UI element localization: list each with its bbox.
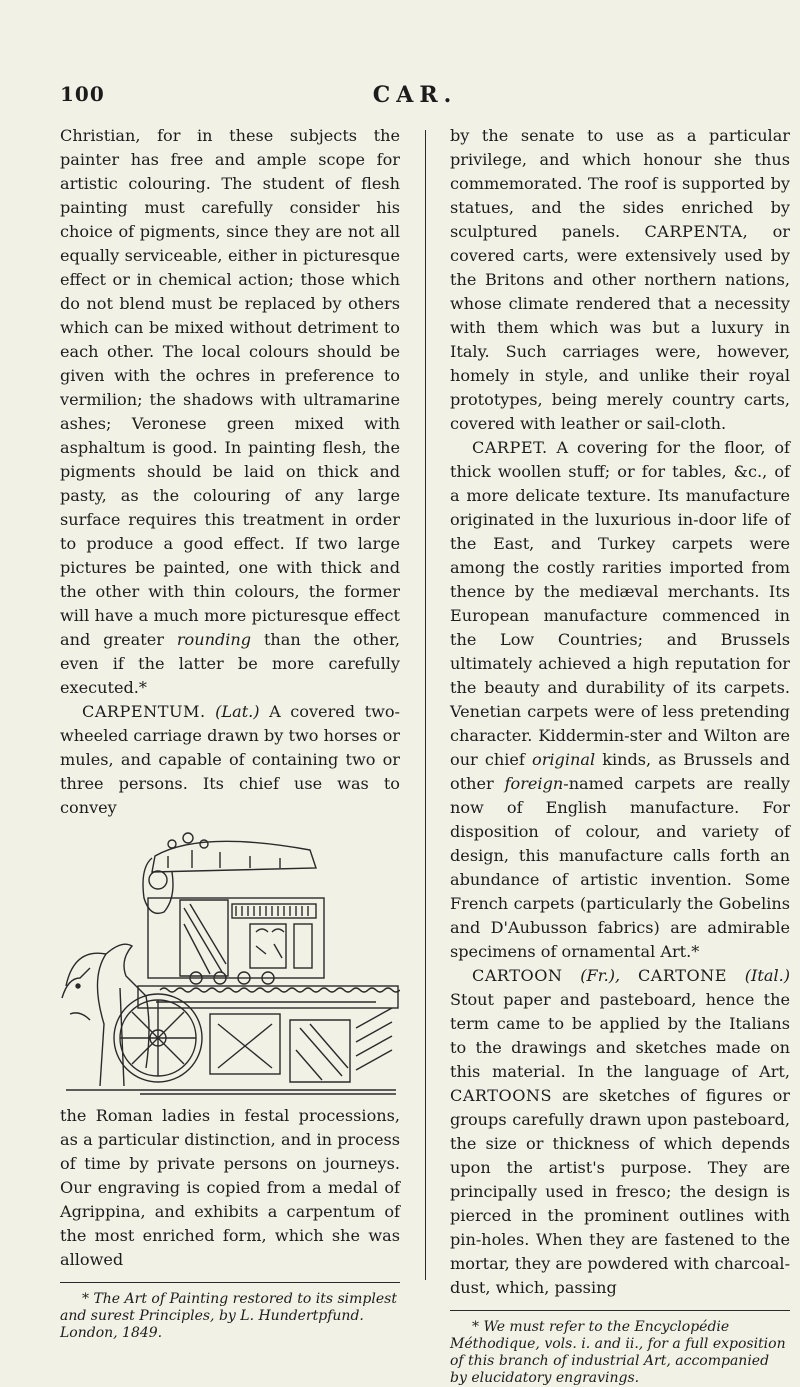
running-head: CAR. xyxy=(372,82,458,108)
left-column xyxy=(60,124,400,1342)
footnote-rule xyxy=(60,1282,400,1283)
entry-heading-cartone: CARTONE xyxy=(637,966,727,985)
page-header xyxy=(60,82,770,112)
footnote-rule xyxy=(450,1310,790,1311)
carpentum-engraving xyxy=(60,828,400,1098)
right-column xyxy=(450,124,790,1387)
footnote-left: * The Art of Painting restored to its simplest and surest Principles, by L. Hundertpfund. London, 1849. xyxy=(60,1291,397,1341)
page-number: 100 xyxy=(60,82,105,106)
entry-carpet: CARPET. A covering for the floor, of thick woollen stuff; or for tables, &c., of a more delicate texture. Its manufacture originated in the luxurious in-door life of the East, and Turkey carpets were among the costly rarities imported from thence by the mediæval merchants. Its European manufacture commenced in the Low Countries; and Brussels ultimately achieved a high reputation for the beauty and durability of its carpets. Venetian carpets were of less pretending character. Kiddermin-ster and Wilton are our chief original kinds, as Brussels and other foreign-named carpets are really now of English manufacture. For disposition of colour, and variety of design, this manufacture calls forth an abundance of artistic invention. Some French carpets (particularly the Gobelins and D'Aubusson fabrics) are admirable specimens of ornamental Art.* xyxy=(450,438,790,961)
entry-cartoon: CARTOON (Fr.), CARTONE (Ital.) Stout paper and pasteboard, hence the term came to be applied by the Italians to the drawings and sketches made on this material. In the language of Art, CARTOONS are sketches of figures or groups carefully drawn upon pasteboard, the size or thickness of which depends upon the artist's purpose. They are principally used in fresco; the design is pierced in the prominent outlines with pin-holes. When they are fastened to the mortar, they are powdered with charcoal-dust, which, passing xyxy=(450,966,791,1297)
paragraph-flesh-painting: Christian, for in these subjects the painter has free and ample scope for artistic colouring. The student of flesh painting must carefully consider his choice of pigments, since they are not all equally serviceable, either in picturesque effect or in chemical action; those which do not blend must be replaced by others which can be mixed without detriment to each other. The local colours should be given with the ochres in preference to vermilion; the shadows with ultramarine ashes; Veronese green mixed with asphaltum is good. In painting flesh, the pigments should be laid on thick and pasty, as the colouring of any large surface requires this treatment in order to produce a good effect. If two large pictures be painted, one with thick and the other with thin colours, the former will have a much more picturesque effect and greater rounding than the other, even if the latter be more carefully executed.* xyxy=(60,126,400,697)
entry-heading-carpenta: CARPENTA, xyxy=(644,222,749,241)
entry-heading-carpentum: CARPENTUM. xyxy=(82,702,206,721)
footnote-right: * We must refer to the Encyclopédie Méthodique, vols. i. and ii., for a full exposition of this branch of industrial Art, accompanied by elucidatory engravings. xyxy=(450,1319,786,1386)
entry-carpentum: CARPENTUM. (Lat.) A covered two-wheeled carriage drawn by two horses or mules, and capable of containing two or three persons. Its chief use was to convey xyxy=(60,702,400,817)
paragraph-carpentum-privilege: by the senate to use as a particular privilege, and which honour she thus commemorated. The roof is supported by statues, and the sides enriched by sculptured panels. CARPENTA, or covered carts, were extensively used by the Britons and other northern nations, whose climate rendered that a necessity with them which was but a luxury in Italy. Such carriages were, however, homely in style, and unlike their royal prototypes, being merely country carts, covered with leather or sail-cloth. xyxy=(450,126,790,433)
paragraph-carpentum-continued: the Roman ladies in festal processions, as a particular distinction, and in process of time by private persons on journeys. Our engraving is copied from a medal of Agrippina, and exhibits a carpentum of the most enriched form, which she was allowed xyxy=(60,1106,400,1269)
column-divider xyxy=(425,130,426,1280)
entry-heading-cartoon: CARTOON xyxy=(472,966,563,985)
entry-heading-carpet: CARPET. xyxy=(472,438,548,457)
